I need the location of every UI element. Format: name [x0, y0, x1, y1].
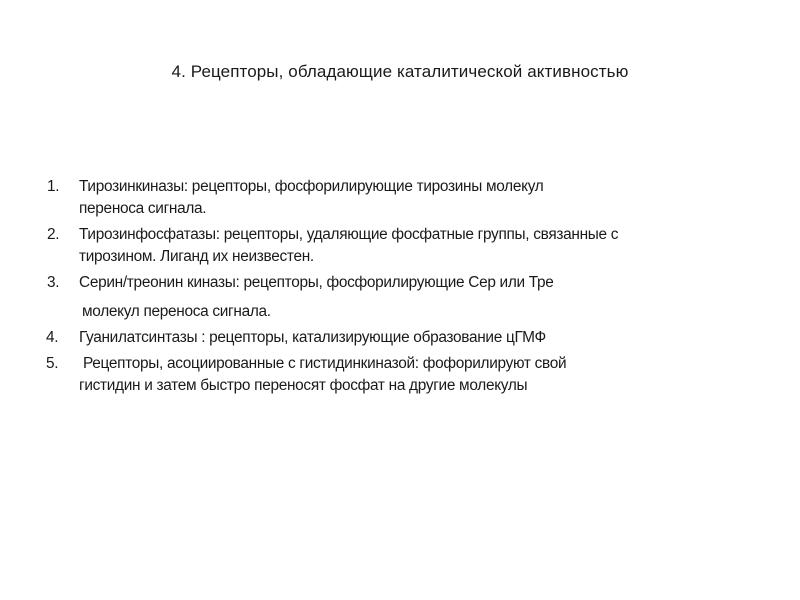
list-item [44, 327, 764, 349]
list-item-number: 5. [46, 355, 59, 372]
list-item-number: 1. [47, 178, 60, 195]
receptor-list [44, 176, 764, 401]
slide-title: 4. Рецепторы, обладающие каталитической активностью [171, 62, 629, 81]
list-item-text: Тирозинкиназы: рецепторы, фосфорилирующие тирозины молекул [79, 178, 544, 195]
list-item-text-continued: переноса сигнала. [79, 200, 207, 217]
list-item [44, 224, 764, 268]
list-item-number: 2. [47, 226, 60, 243]
list-item [44, 176, 764, 220]
list-item-text-continued: тирозином. Лиганд их неизвестен. [79, 248, 314, 265]
list-item-number: 3. [47, 274, 60, 291]
list-item-text: Тирозинфосфатазы: рецепторы, удаляющие фосфатные группы, связанные с [79, 226, 619, 243]
list-item-text: Рецепторы, асоциированные с гистидинкиназой: фофорилируют свой [79, 355, 567, 372]
list-item-text-continued: молекул переноса сигнала. [82, 303, 271, 320]
list-item-text: Гуанилатсинтазы : рецепторы, катализирующие образование цГМФ [79, 329, 546, 346]
list-item-number: 4. [46, 329, 59, 346]
list-item [44, 353, 764, 397]
list-item [44, 272, 764, 323]
list-item-text-continued: гистидин и затем быстро переносят фосфат на другие молекулы [79, 377, 528, 394]
list-item-text: Серин/треонин киназы: рецепторы, фосфорилирующие Сер или Тре [79, 274, 554, 291]
